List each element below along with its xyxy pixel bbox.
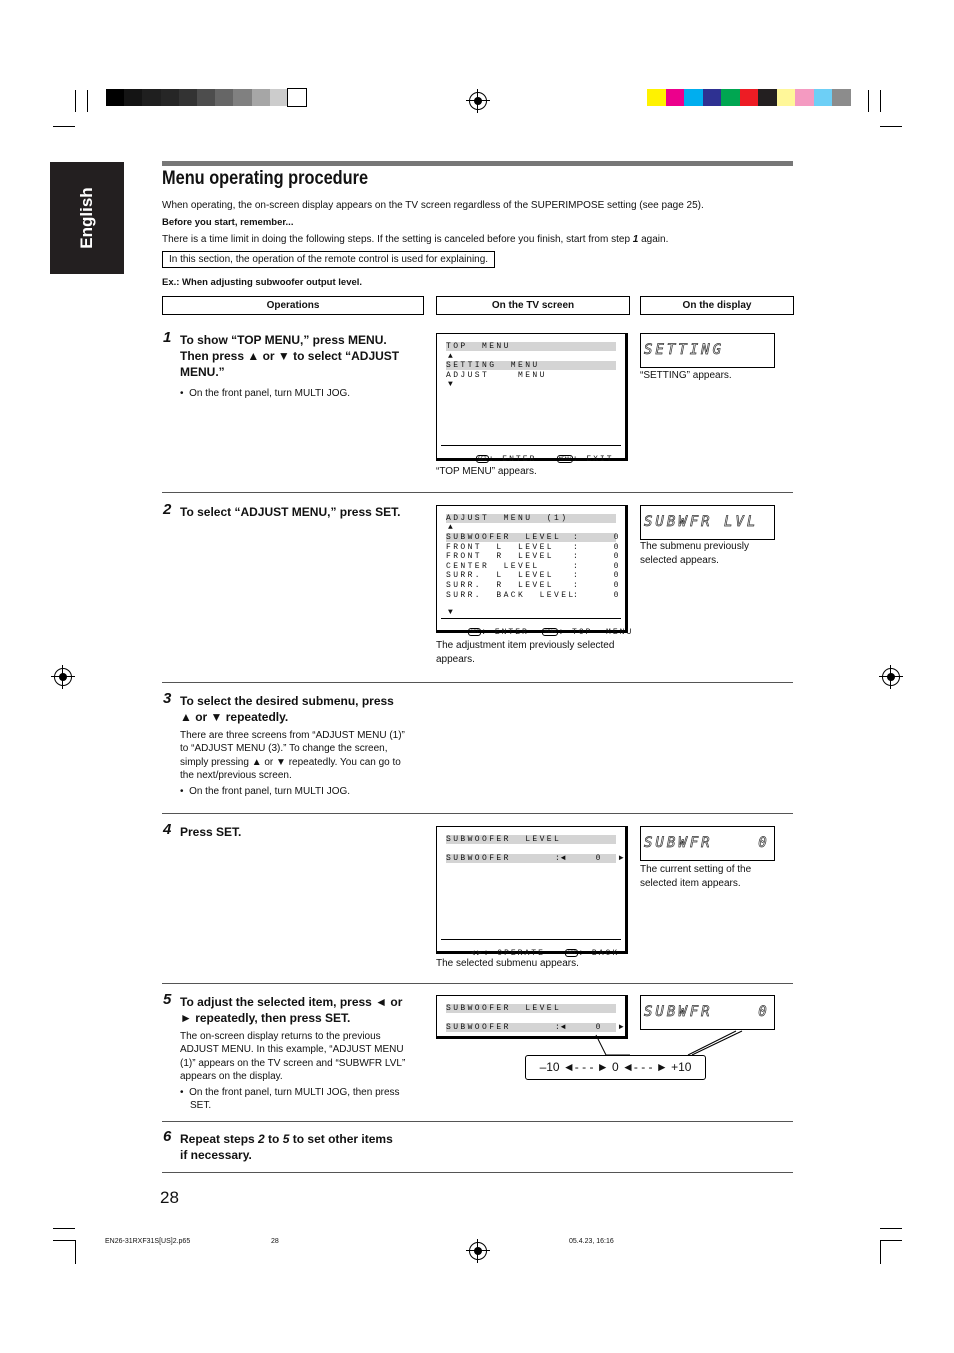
- color-swatch: [795, 89, 814, 106]
- step-2-tv-caption: The adjustment item previously selected appears.: [436, 640, 615, 665]
- gray-swatch: [270, 89, 288, 106]
- step-2-number: 2: [163, 501, 172, 518]
- column-tv-screen: On the TV screen: [436, 296, 630, 315]
- remote-note-box: In this section, the operation of the remote control is used for explaining.: [162, 251, 495, 268]
- tv-menu-row: SURR. L LEVEL : 0: [446, 571, 620, 581]
- footer-file-page: 28: [271, 1238, 279, 1245]
- separator: [162, 492, 793, 493]
- gray-swatch: [233, 89, 251, 106]
- step-4-tv-caption: The selected submenu appears.: [436, 958, 579, 969]
- color-swatch: [684, 89, 703, 106]
- color-swatch: [703, 89, 722, 106]
- footer-timestamp: 05.4.23, 16:16: [569, 1238, 614, 1245]
- step-3-body: There are three screens from “ADJUST MENU (1)” to “ADJUST MENU (3).” To change the screen, simply pressing ▲ or ▼ repeatedly. You can go to the next/previous screen.: [180, 730, 405, 781]
- tv-menu-row: SURR. R LEVEL : 0: [446, 581, 620, 590]
- color-swatch: [740, 89, 759, 106]
- step-3-bullet: • On the front panel, turn MULTI JOG.: [180, 786, 351, 797]
- color-swatch: [758, 89, 777, 106]
- step-1-tv-caption: “TOP MENU” appears.: [436, 466, 537, 477]
- display-subwfr-0: SUBWFR 0: [640, 826, 775, 861]
- step-5-title: To adjust the selected item, press ◄ or ► repeatedly, then press SET.: [180, 995, 403, 1025]
- step-2-title: To select “ADJUST MENU,” press SET.: [180, 505, 401, 519]
- intro-text: When operating, the on-screen display appears on the TV screen regardless of the SUPERIMPOSE setting (see page 25).: [162, 200, 704, 211]
- display-setting: SETTING: [640, 333, 775, 368]
- example-label: Ex.: When adjusting subwoofer output level.: [162, 277, 363, 288]
- color-swatch: [814, 89, 833, 106]
- display-subwfr-0-adjust: SUBWFR 0: [640, 995, 775, 1030]
- separator: [162, 813, 793, 814]
- separator: [162, 1121, 793, 1122]
- step-4-display-caption: The current setting of the selected item appears.: [640, 864, 752, 889]
- step-3-title: To select the desired submenu, press ▲ or ▼ repeatedly.: [180, 694, 394, 724]
- gray-swatch: [288, 89, 306, 106]
- page-title: Menu operating procedure: [162, 168, 369, 189]
- separator: [162, 1172, 793, 1173]
- step-5-number: 5: [163, 991, 172, 1008]
- tv-menu-row: CENTER LEVEL : 0: [446, 561, 620, 571]
- color-swatch: [832, 89, 851, 106]
- tv-screen-subwoofer-level: SUBWOOFER LEVEL SUBWOOFER :◄ 0 ► ◄►: OPERATE SET : BACK: [436, 826, 628, 954]
- column-display: On the display: [640, 296, 794, 315]
- step-2-display-caption: The submenu previously selected appears.: [640, 541, 749, 566]
- step-1-title: To show “TOP MENU,” press MENU. Then press ▲ or ▼ to select “ADJUST MENU.”: [180, 333, 400, 379]
- color-swatch: [721, 89, 740, 106]
- registration-mark-right: [882, 668, 900, 686]
- gray-swatch: [142, 89, 160, 106]
- before-you-start: Before you start, remember...: [162, 217, 294, 228]
- tv-menu-row: SURR. BACK LEVEL : 0: [446, 590, 620, 600]
- step-6-number: 6: [163, 1128, 172, 1145]
- language-tab: [50, 162, 124, 274]
- title-rule: [162, 161, 793, 166]
- color-swatch: [666, 89, 685, 106]
- display-subwfr-lvl: SUBWFR LVL: [640, 505, 775, 540]
- color-swatch: [777, 89, 796, 106]
- range-callout: –10 ◄- - - ► 0 ◄- - - ► +10: [525, 1055, 706, 1080]
- step-6-title: Repeat steps 2 to 5 to set other items if necessary.: [180, 1132, 393, 1162]
- language-tab-label: English: [77, 187, 96, 249]
- color-swatch: [647, 89, 666, 106]
- step-4-title: Press SET.: [180, 825, 242, 839]
- tv-screen-subwoofer-adjust: SUBWOOFER LEVEL SUBWOOFER :◄ 0 ►: [436, 995, 628, 1039]
- tv-menu-row: FRONT R LEVEL : 0: [446, 552, 620, 562]
- registration-mark-bottom: [469, 1242, 487, 1260]
- registration-mark-left: [54, 668, 72, 686]
- tv-menu-row: SUBWOOFER LEVEL : 0: [446, 533, 620, 542]
- registration-mark-top: [469, 92, 487, 110]
- time-limit-text: There is a time limit in doing the following steps. If the setting is canceled before you finish, start from step 1 again.: [162, 234, 669, 245]
- step-3-number: 3: [163, 690, 172, 707]
- gray-swatch: [124, 89, 142, 106]
- step-5-body: The on-screen display returns to the previous ADJUST MENU. In this example, “ADJUST MENU (1)” appears on the TV screen and “SUBWFR LVL” appears on the display.: [180, 1031, 406, 1082]
- tv-menu-row: FRONT L LEVEL : 0: [446, 542, 620, 552]
- step-5-bullet: • On the front panel, turn MULTI JOG, then press SET.: [180, 1087, 400, 1112]
- step-1-number: 1: [163, 329, 172, 346]
- gray-swatch: [161, 89, 179, 106]
- gray-swatch: [179, 89, 197, 106]
- column-operations: Operations: [162, 296, 424, 315]
- page-number: 28: [160, 1188, 179, 1207]
- gray-swatch: [197, 89, 215, 106]
- gray-swatch: [215, 89, 233, 106]
- gray-swatch: [106, 89, 124, 106]
- gray-swatch: [252, 89, 270, 106]
- separator: [162, 983, 793, 984]
- step-1-bullet: • On the front panel, turn MULTI JOG.: [180, 388, 351, 399]
- separator: [162, 682, 793, 683]
- footer-file-name: EN26-31RXF31S[US]2.p65: [105, 1238, 191, 1245]
- step-4-number: 4: [163, 821, 172, 838]
- tv-screen-adjust-menu: ADJUST MENU (1) ▲ SUBWOOFER LEVEL : 0 FRONT L LEVEL : 0 FRONT R LEVEL : 0 CENTER LEVEL : 0 SURR. L LEVEL : 0 SURR. R LEVEL : 0 SURR. BACK LEVEL : 0 ▼ SET : ENTER MENU : TOP MENU: [436, 505, 628, 633]
- tv-screen-top-menu: TOP MENU ▲ SETTING MENU ADJUST MENU ▼ SET : ENTER MENU : EXIT: [436, 333, 628, 461]
- step-1-display-caption: “SETTING” appears.: [640, 370, 732, 381]
